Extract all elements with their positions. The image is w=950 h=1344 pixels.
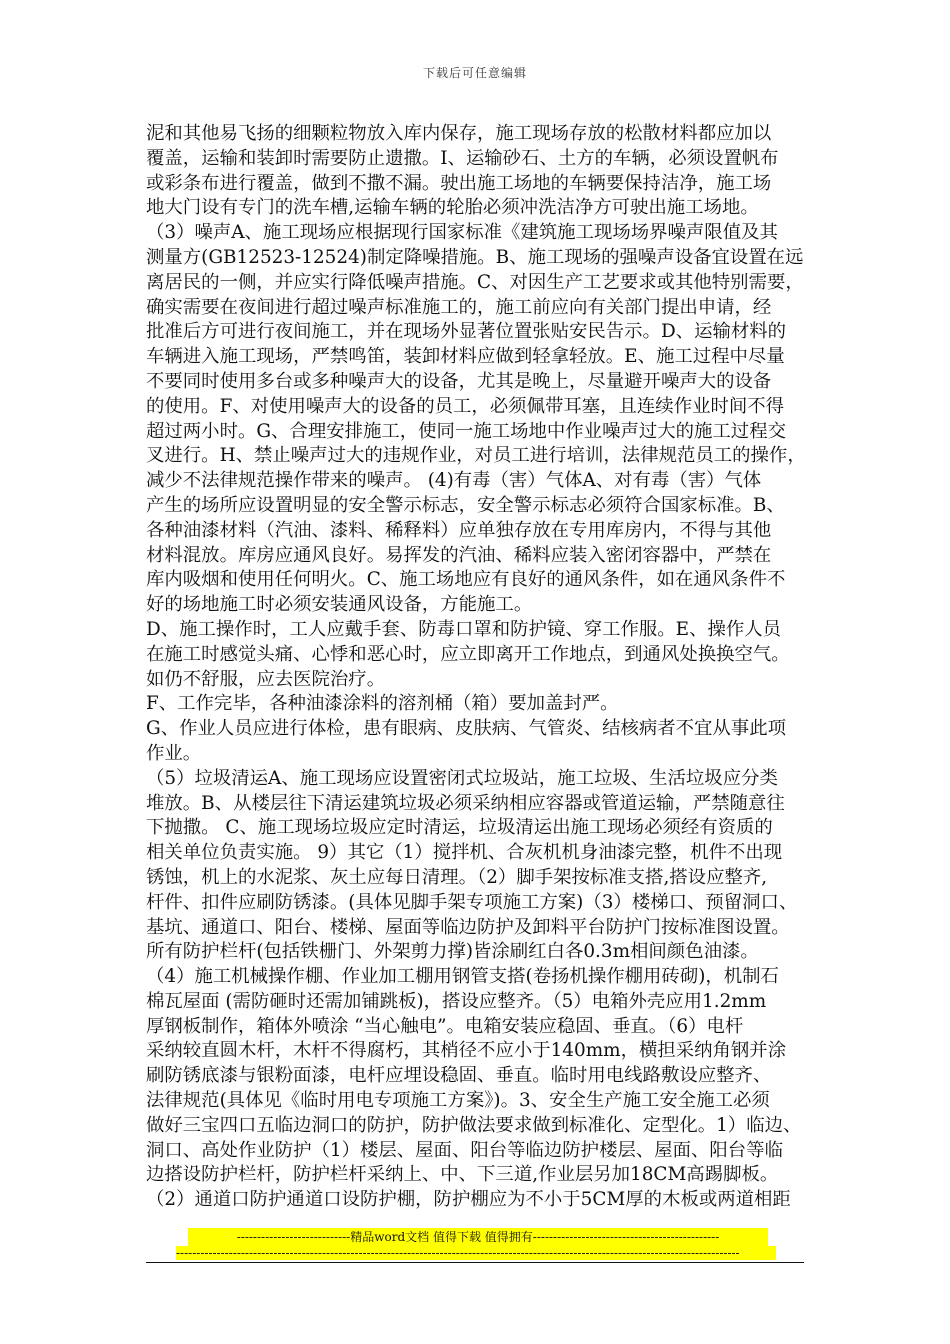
text-line: 好的场地施工时必须安装通风设备，方能施工。 [146,594,533,616]
text-line: 相关单位负责实施。 9）其它（1）搅拌机、合灰机机身油漆完整，机件不出现 [146,842,783,864]
text-line: 法律规范(具体见《临时用电专项施工方案》)。3、安全生产施工安全施工必须 [146,1090,770,1112]
text-line: 产生的场所应设置明显的安全警示标志，安全警示标志必须符合国家标准。B、 [146,494,785,516]
text-line: 所有防护栏杆(包括铁栅门、外架剪力撑)皆涂刷红白各0.3m相间颜色油漆。 [146,941,759,963]
text-line: 不要同时使用多台或多种噪声大的设备，尤其是晚上，尽量避开噪声大的设备 [146,370,772,392]
text-line: 材料混放。库房应通风良好。易挥发的汽油、稀料应装入密闭容器中，严禁在 [146,544,772,566]
text-line: F、工作完毕，各种油漆涂料的溶剂桶（箱）要加盖封严。 [146,693,619,715]
text-line: 做好三宝四口五临边洞口的防护，防护做法要求做到标准化、定型化。1）临边、 [146,1114,802,1136]
text-line: 洞口、高处作业防护（1）楼层、屋面、阳台等临边防护楼层、屋面、阳台等临 [146,1139,783,1161]
text-line: 堆放。B、从楼层往下清运建筑垃圾必须采纳相应容器或管道运输，严禁随意往 [146,792,785,814]
document-body [146,122,818,1213]
text-line: （2）通道口防护通道口设防护棚，防护棚应为不小于5CM厚的木板或两道相距 [146,1189,791,1211]
text-line: 杆件、扣件应刷防锈漆。(具体见脚手架专项施工方案)（3）楼梯口、预留洞口、 [146,891,798,913]
text-line: 基坑、通道口、阳台、楼梯、屋面等临边防护及卸料平台防护门按标准图设置。 [146,916,790,938]
text-line: D、施工操作时，工人应戴手套、防毒口罩和防护镜、穿工作服。E、操作人员 [146,618,782,640]
text-line: 的使用。F、对使用噪声大的设备的员工，必须佩带耳塞，且连续作业时间不得 [146,395,785,417]
text-line: 各种油漆材料（汽油、漆料、稀释料）应单独存放在专用库房内，不得与其他 [146,519,772,541]
page-header: 下载后可任意编辑 [422,66,527,80]
text-line: 确实需要在夜间进行超过噪声标准施工的，施工前应向有关部门提出申请，经 [146,296,772,318]
text-line: 厚钢板制作，箱体外喷涂 “当心触电”。电箱安装应稳固、垂直。（6）电杆 [146,1015,744,1037]
text-line: （5）垃圾清运A、施工现场应设置密闭式垃圾站，施工垃圾、生活垃圾应分类 [146,767,778,789]
text-line: 棉瓦屋面 (需防砸时还需加铺跳板)，搭设应整齐。（5）电箱外壳应用1.2mm [146,990,767,1012]
text-line: 下抛撒。 C、施工现场垃圾应定时清运，垃圾清运出施工现场必须经有资质的 [146,817,773,839]
text-line: 地大门设有专门的洗车槽,运输车辆的轮胎必须冲洗洁净方可驶出施工场地。 [146,197,759,219]
text-line: 作业。 [146,742,202,764]
footer-dashes: ------------------------------------------------------------------------------------------------------------------------------------------- [176,1246,776,1260]
text-line: 锈蚀，机上的水泥浆、灰土应每日清理。（2）脚手架按标准支搭,搭设应整齐, [146,866,768,888]
text-line: 离居民的一侧，并应实行降低噪声措施。C、对因生产工艺要求或其他特别需要， [146,271,804,293]
text-line: （3）噪声A、施工现场应根据现行国家标准《建筑施工现场场界噪声限值及其 [146,222,778,244]
text-line: G、作业人员应进行体检，患有眼病、皮肤病、气管炎、结核病者不宜从事此项 [146,718,786,740]
text-line: 泥和其他易飞扬的细颗粒物放入库内保存，施工现场存放的松散材料都应加以 [146,123,772,144]
footer-rule [146,1262,804,1263]
text-line: 覆盖，运输和装卸时需要防止遗撒。I、运输砂石、土方的车辆，必须设置帆布 [146,147,779,169]
text-line: 或彩条布进行覆盖，做到不撒不漏。驶出施工场地的车辆要保持洁净，施工场 [146,172,772,194]
text-line: 叉进行。H、禁止噪声过大的违规作业，对员工进行培训，法律规范员工的操作， [146,445,806,467]
text-line: 采纳较直圆木杆，木杆不得腐朽，其梢径不应小于140mm，横担采纳角钢并涂 [146,1040,787,1062]
text-line: 批准后方可进行夜间施工，并在现场外显著位置张贴安民告示。D、运输材料的 [146,321,787,343]
text-line: 刷防锈底漆与银粉面漆，电杆应埋设稳固、垂直。临时用电线路敷设应整齐、 [146,1065,772,1087]
text-line: 如仍不舒服，应去医院治疗。 [146,668,386,690]
text-line: 边搭设防护栏杆，防护栏杆采纳上、中、下三道,作业层另加18CM高踢脚板。 [146,1164,779,1186]
text-line: 车辆进入施工现场，严禁鸣笛，装卸材料应做到轻拿轻放。E、施工过程中尽量 [146,346,785,368]
footer-banner: ----------------------------精品word文档 值得下载 值得拥有---------------------------------------------- [188,1228,768,1246]
text-line: 测量方(GB12523-12524)制定降噪措施。B、施工现场的强噪声设备宜设置在远 [146,246,804,268]
text-line: 超过两小时。G、合理安排施工，使同一施工场地中作业噪声过大的施工过程交 [146,420,786,442]
text-line: （4）施工机械操作棚、作业加工棚用钢管支搭(卷扬机操作棚用砖砌)，机制石 [146,966,779,988]
text-line: 在施工时感觉头痛、心悸和恶心时，应立即离开工作地点，到通风处换换空气。 [146,643,790,665]
text-line: 库内吸烟和使用任何明火。C、施工场地应有良好的通风条件，如在通风条件不 [146,569,786,591]
text-line: 减少不法律规范操作带来的噪声。 (4)有毒（害）气体A、对有毒（害）气体 [146,470,762,492]
